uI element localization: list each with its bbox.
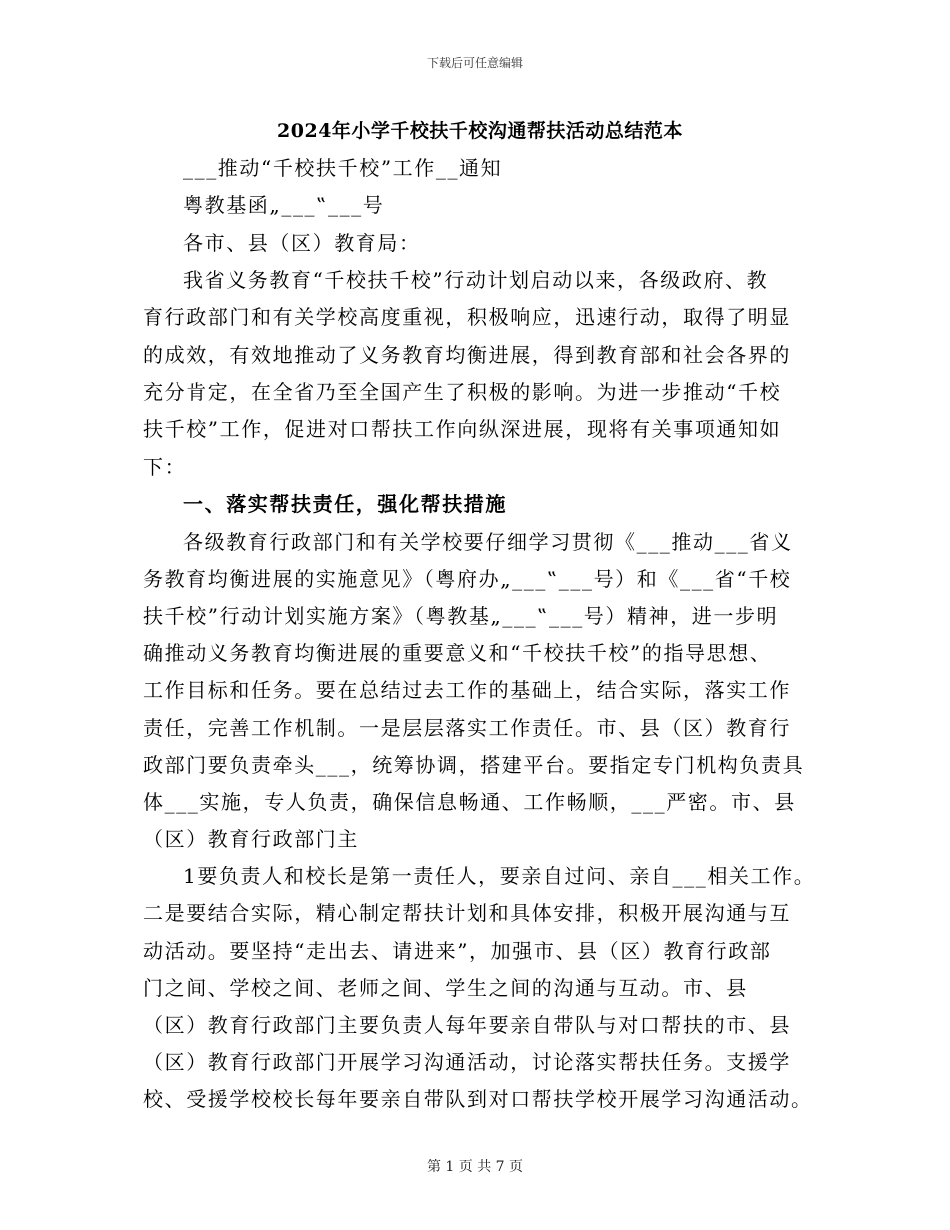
body-text-line: 我省义务教育“千校扶千校”行动计划启动以来，各级政府、教 xyxy=(183,268,769,292)
body-text-line: 政部门要负责牵头___，统筹协调，搭建平台。要指定专门机构负责具 xyxy=(143,753,805,777)
body-text-line: 育行政部门和有关学校高度重视，积极响应，迅速行动，取得了明显 xyxy=(143,305,791,329)
page-footer: 第 1 页 共 7 页 xyxy=(426,1159,524,1175)
body-text-line: （区）教育行政部门主 xyxy=(143,827,359,851)
body-text-line: 下： xyxy=(143,455,187,479)
body-text-line: 扶千校”行动计划实施方案》（粤教基„___‟___号）精神，进一步明 xyxy=(143,604,779,628)
body-text-line: 校、受援学校校长每年要亲自带队到对口帮扶学校开展学习沟通活动。 xyxy=(143,1087,813,1111)
body-text-line: 确推动义务教育均衡进展的重要意义和“千校扶千校”的指导思想、 xyxy=(143,641,772,665)
body-text-line: （区）教育行政部门开展学习沟通活动，讨论落实帮扶任务。支援学 xyxy=(143,1050,791,1074)
body-text-line: 各级教育行政部门和有关学校要仔细学习贯彻《___推动___省义 xyxy=(183,530,793,554)
body-text-line: 动活动。要坚持“走出去、请进来”，加强市、县（区）教育行政部 xyxy=(143,939,772,963)
body-text-line: 充分肯定，在全省乃至全国产生了积极的影响。为进一步推动“千校 xyxy=(143,380,782,404)
body-text-line: （区）教育行政部门主要负责人每年要亲自带队与对口帮扶的市、县 xyxy=(143,1013,791,1037)
body-text-line: 务教育均衡进展的实施意见》（粤府办„___‟___号）和《___省“千校 xyxy=(143,567,792,591)
body-text-line: 扶千校”工作，促进对口帮扶工作向纵深进展，现将有关事项通知如 xyxy=(143,417,782,441)
body-text-line: 责任，完善工作机制。一是层层落实工作责任。市、县（区）教育行 xyxy=(143,716,791,740)
body-text-line: 门之间、学校之间、老师之间、学生之间的沟通与互动。市、县 xyxy=(143,976,748,1000)
body-text-line: 的成效，有效地推动了义务教育均衡进展，得到教育部和社会各界的 xyxy=(143,343,791,367)
document-number-line: 粤教基函„___‟___号 xyxy=(183,193,385,217)
header-note: 下载后可任意编辑 xyxy=(426,56,523,70)
document-title: 2024年小学千校扶千校沟通帮扶活动总结范本 xyxy=(277,120,683,142)
notice-title-line: ___推动“千校扶千校”工作__通知 xyxy=(183,156,503,180)
body-text-line: 工作目标和任务。要在总结过去工作的基础上，结合实际，落实工作 xyxy=(143,678,791,702)
body-text-line: 1要负责人和校长是第一责任人，要亲自过问、亲自___相关工作。 xyxy=(183,864,816,888)
salutation-line: 各市、县（区）教育局： xyxy=(183,231,421,255)
body-text-line: 体___实施，专人负责，确保信息畅通、工作畅顺，___严密。市、县 xyxy=(143,790,796,814)
body-text-line: 二是要结合实际，精心制定帮扶计划和具体安排，积极开展沟通与互 xyxy=(143,901,791,925)
section-heading: 一、落实帮扶责任，强化帮扶措施 xyxy=(183,492,507,516)
